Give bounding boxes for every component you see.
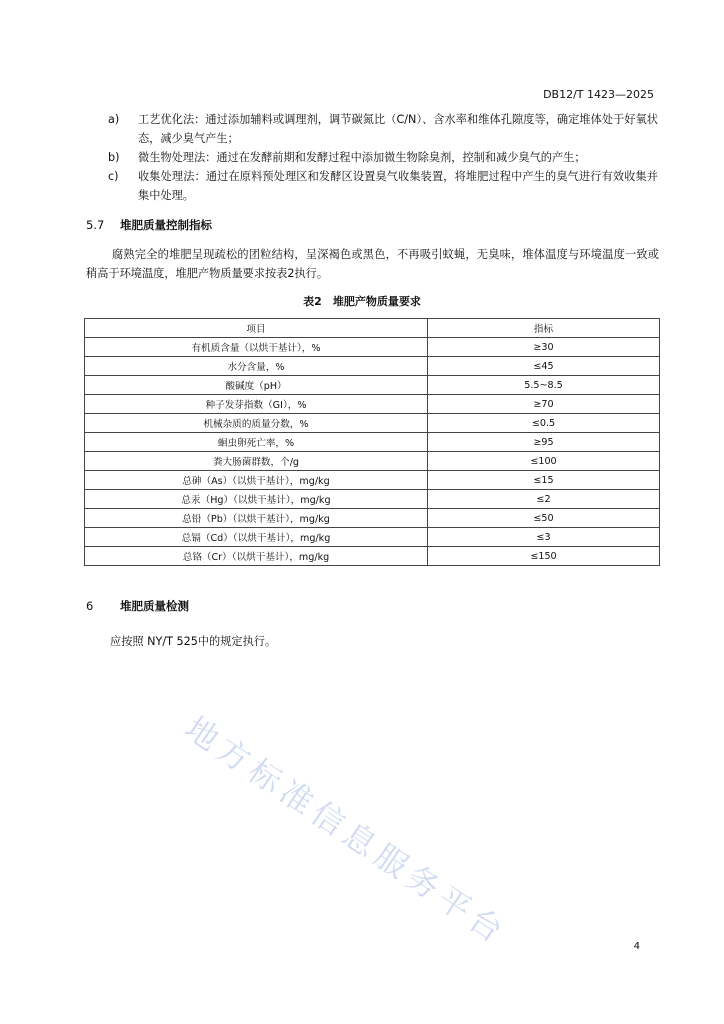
table-header-row bbox=[85, 319, 660, 338]
table-cell-item: 水分含量，% bbox=[85, 357, 428, 376]
table-row bbox=[85, 433, 660, 452]
table-row bbox=[85, 357, 660, 376]
table-row bbox=[85, 376, 660, 395]
table-cell-item: 总汞（Hg）（以烘干基计），mg/kg bbox=[85, 490, 428, 509]
table-cell-value: ≤2 bbox=[428, 490, 660, 509]
list-item-text: 收集处理法：通过在原料预处理区和发酵区设置臭气收集装置，将堆肥过程中产生的臭气进行有效收集并集中处理。 bbox=[138, 170, 658, 202]
table-cell-item: 总镉（Cd）（以烘干基计），mg/kg bbox=[85, 528, 428, 547]
list-marker: c) bbox=[108, 170, 119, 183]
table-cell-item: 粪大肠菌群数，个/g bbox=[85, 452, 428, 471]
table-row bbox=[85, 338, 660, 357]
table-row bbox=[85, 452, 660, 471]
list-item bbox=[108, 148, 658, 167]
table-cell-item: 机械杂质的质量分数，% bbox=[85, 414, 428, 433]
section-number: 6 bbox=[86, 599, 94, 613]
table-cell-item: 酸碱度（pH） bbox=[85, 376, 428, 395]
section-paragraph: 应按照 NY/T 525中的规定执行。 bbox=[110, 635, 277, 648]
table-cell-item: 总铅（Pb）（以烘干基计），mg/kg bbox=[85, 509, 428, 528]
table-row bbox=[85, 490, 660, 509]
deodorization-method-list bbox=[108, 110, 658, 205]
table-cell-value: ≥95 bbox=[428, 433, 660, 452]
section-title: 堆肥质量控制指标 bbox=[120, 218, 213, 232]
list-marker: b) bbox=[108, 151, 120, 164]
table-cell-item: 总铬（Cr）（以烘干基计），mg/kg bbox=[85, 547, 428, 566]
page-number: 4 bbox=[633, 941, 640, 952]
list-item-text: 工艺优化法：通过添加辅料或调理剂，调节碳氮比（C/N）、含水率和维体孔隙度等，确定堆体处于好氧状态，减少臭气产生； bbox=[138, 113, 658, 145]
list-item bbox=[108, 167, 658, 205]
list-item-text: 微生物处理法：通过在发酵前期和发酵过程中添加微生物除臭剂，控制和减少臭气的产生； bbox=[138, 151, 586, 164]
table-cell-value: ≥30 bbox=[428, 338, 660, 357]
table-cell-value: ≤3 bbox=[428, 528, 660, 547]
list-item bbox=[108, 110, 658, 148]
table-cell-value: ≤45 bbox=[428, 357, 660, 376]
table-row bbox=[85, 395, 660, 414]
table-cell-value: ≥70 bbox=[428, 395, 660, 414]
table-cell-value: ≤15 bbox=[428, 471, 660, 490]
table-cell-item: 蛔虫卵死亡率，% bbox=[85, 433, 428, 452]
section-heading-5-7 bbox=[86, 217, 212, 233]
table-cell-item: 种子发芽指数（GI），% bbox=[85, 395, 428, 414]
table-cell-value: 5.5~8.5 bbox=[428, 376, 660, 395]
table-caption: 表2 堆肥产物质量要求 bbox=[303, 295, 421, 308]
table-cell-value: ≤100 bbox=[428, 452, 660, 471]
list-marker: a) bbox=[108, 113, 120, 126]
section-number: 5.7 bbox=[86, 218, 105, 232]
section-title: 堆肥质量检测 bbox=[120, 599, 190, 613]
column-header-item: 项目 bbox=[85, 319, 428, 338]
table-cell-value: ≤50 bbox=[428, 509, 660, 528]
watermark: 地方标准信息服务平台 bbox=[178, 708, 515, 953]
section-heading-6 bbox=[86, 598, 189, 614]
quality-requirements-table bbox=[84, 318, 660, 566]
document-code: DB12/T 1423—2025 bbox=[543, 88, 654, 101]
table-row bbox=[85, 528, 660, 547]
table-row bbox=[85, 471, 660, 490]
table-cell-value: ≤0.5 bbox=[428, 414, 660, 433]
table-row bbox=[85, 547, 660, 566]
section-paragraph: 腐熟完全的堆肥呈现疏松的团粒结构，呈深褐色或黑色，不再吸引蚊蝇，无臭味，堆体温度与环境温度一致或稍高于环境温度，堆肥产物质量要求按表2执行。 bbox=[86, 248, 659, 280]
column-header-indicator: 指标 bbox=[428, 319, 660, 338]
table-row bbox=[85, 509, 660, 528]
table-cell-item: 总砷（As）（以烘干基计），mg/kg bbox=[85, 471, 428, 490]
table-row bbox=[85, 414, 660, 433]
table-cell-item: 有机质含量（以烘干基计），% bbox=[85, 338, 428, 357]
table-cell-value: ≤150 bbox=[428, 547, 660, 566]
